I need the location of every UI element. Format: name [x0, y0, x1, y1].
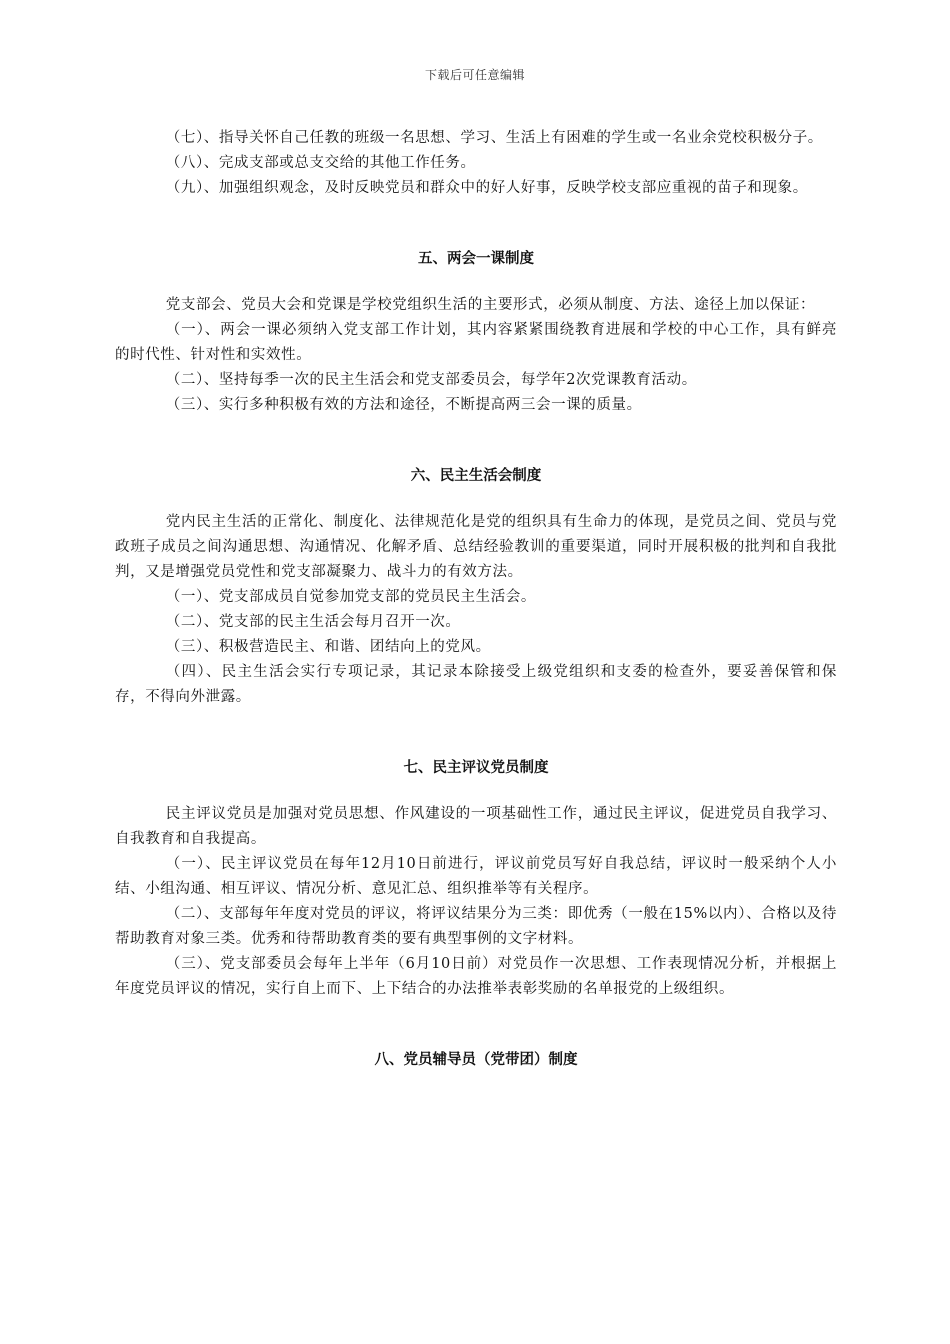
- intro-item: （九）、加强组织观念，及时反映党员和群众中的好人好事，反映学校支部应重视的苗子和现象。: [165, 180, 808, 196]
- section-item: （三）、实行多种积极有效的方法和途径，不断提高两三会一课的质量。: [165, 397, 642, 413]
- section-item: （三）、积极营造民主、和谐、团结向上的党风。: [165, 639, 491, 655]
- section-item: （一）、民主评议党员在每年12月10日前进行，评议前党员写好自我总结，评议时一般采纳个人小结、小组沟通、相互评议、情况分析、意见汇总、组织推举等有关程序。: [115, 856, 837, 897]
- section-item: （二）、坚持每季一次的民主生活会和党支部委员会，每学年2次党课教育活动。: [165, 372, 697, 388]
- section-item: （二）、支部每年年度对党员的评议，将评议结果分为三类：即优秀（一般在15%以内）、合格以及待帮助教育对象三类。优秀和待帮助教育类的要有典型事例的文字材料。: [115, 906, 837, 947]
- section-item: （四）、民主生活会实行专项记录，其记录本除接受上级党组织和支委的检查外，要妥善保管和保存，不得向外泄露。: [115, 664, 837, 705]
- section-item: （一）、党支部成员自觉参加党支部的党员民主生活会。: [165, 589, 536, 605]
- section-item: （三）、党支部委员会每年上半年（6月10日前）对党员作一次思想、工作表现情况分析，并根据上年度党员评议的情况，实行自上而下、上下结合的办法推举表彰奖励的名单报党的上级组织。: [115, 956, 837, 997]
- section-title: 七、民主评议党员制度: [403, 760, 549, 776]
- page-header: 下载后可任意编辑: [424, 68, 525, 82]
- section-item: （一）、两会一课必须纳入党支部工作计划，其内容紧紧围绕教育进展和学校的中心工作，具有鲜亮的时代性、针对性和实效性。: [115, 322, 837, 363]
- intro-item: （八）、完成支部或总支交给的其他工作任务。: [165, 155, 476, 171]
- section-title: 六、民主生活会制度: [410, 468, 542, 484]
- intro-item: （七）、指导关怀自己任教的班级一名思想、学习、生活上有困难的学生或一名业余党校积极分子。: [165, 130, 823, 146]
- document-body: [115, 126, 837, 1073]
- section-title: 五、两会一课制度: [418, 251, 534, 267]
- section-title: 八、党员辅导员（党带团）制度: [374, 1052, 578, 1068]
- section-intro: 民主评议党员是加强对党员思想、作风建设的一项基础性工作，通过民主评议，促进党员自我学习、自我教育和自我提高。: [115, 806, 837, 847]
- section-intro: 党内民主生活的正常化、制度化、法律规范化是党的组织具有生命力的体现，是党员之间、党员与党政班子成员之间沟通思想、沟通情况、化解矛盾、总结经验教训的重要渠道，同时开展积极的批判和自我批判，又是增强党员党性和党支部凝聚力、战斗力的有效方法。: [115, 514, 837, 580]
- section-intro: 党支部会、党员大会和党课是学校党组织生活的主要形式，必须从制度、方法、途径上加以保证：: [165, 297, 816, 313]
- section-item: （二）、党支部的民主生活会每月召开一次。: [165, 614, 461, 630]
